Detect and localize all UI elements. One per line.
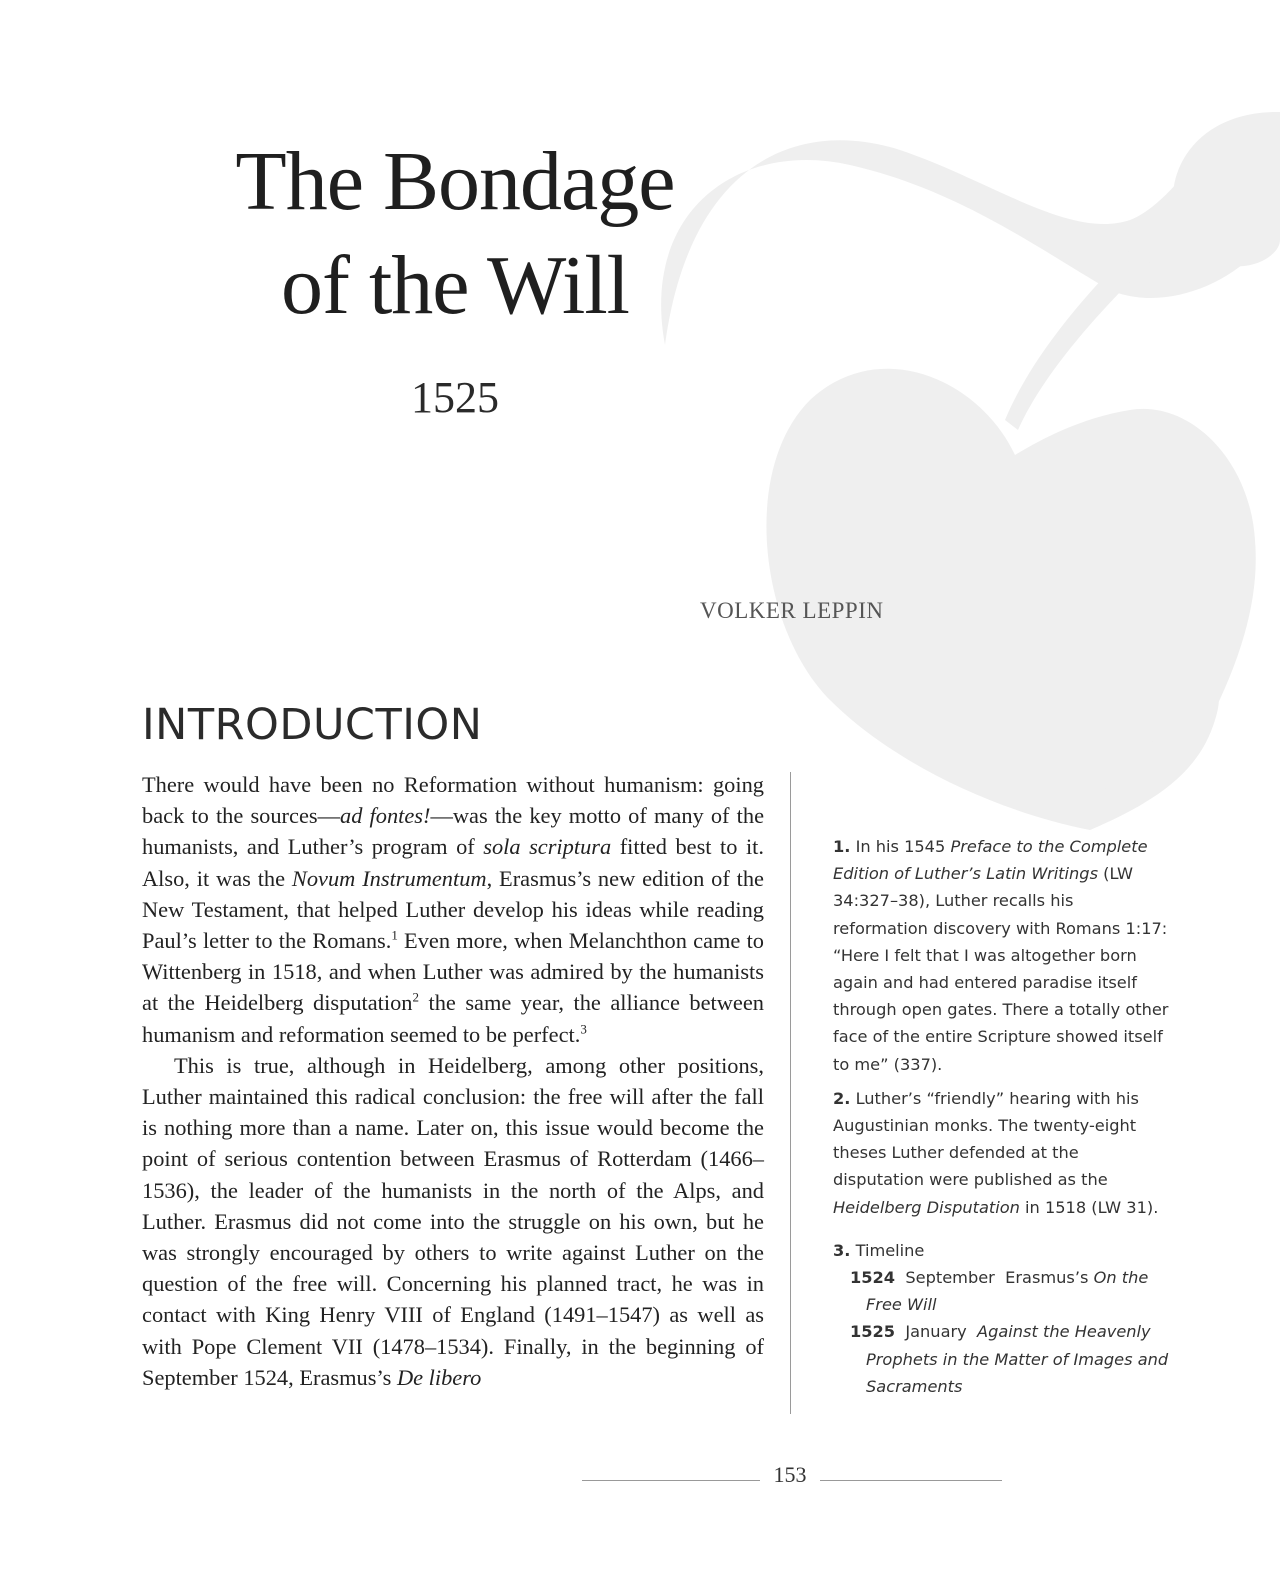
chapter-title — [200, 130, 710, 338]
body-text-column — [142, 769, 764, 1393]
chapter-title-line-2: of the Will — [280, 239, 629, 332]
section-heading: INTRODUCTION — [142, 700, 483, 750]
footnote-ref-1[interactable]: 1 — [391, 927, 398, 943]
paragraph-1: There would have been no Reformation without humanism: going back to the sources—ad fontes!—was the key motto of many of the humanists, and Luther’s program of sola scriptura fitted best to it. Also, it was the Novum Instrumentum, Erasmus’s new edition of the New Testament, that helped Luther develop his ideas while reading Paul’s letter to the Romans.$^1$ Even more, when Melanchthon came to Wittenberg in 1518, and when Luther was admired by the humanists at the Heidelberg disputation$^2$ the same year, the alliance between humanism and reformation seemed to be perfect.$^3$ — [142, 772, 765, 1047]
footer-rule-right — [820, 1480, 1002, 1481]
footnote-ref-3[interactable]: 3 — [580, 1021, 587, 1037]
margin-notes — [833, 833, 1171, 1407]
footnote-ref-2[interactable]: 2 — [412, 989, 420, 1005]
column-divider — [790, 772, 791, 1414]
margin-note-2: 2. Luther’s “friendly” hearing with his Augustinian monks. The twenty-eight theses Luther defended at the disputation were published as the Heidelberg Disputation in 1518 (LW 31). — [833, 1088, 1159, 1217]
footer-rule-left — [582, 1480, 760, 1481]
margin-note-1: 1. In his 1545 Preface to the Complete Edition of Luther’s Latin Writings (LW 34:327–38), Luther recalls his reformation discovery with Romans 1:17: “Here I felt that I was altogether born again and had entered paradise itself through open gates. There a totally other face of the entire Scripture showed itself to me” (337). — [833, 837, 1169, 1074]
paragraph-2: This is true, although in Heidelberg, among other positions, Luther maintained this radical conclusion: the free will after the fall is nothing more than a name. Later on, this issue would become the point of serious contention between Erasmus of Rotterdam (1466–1536), the leader of the humanists in the north of the Alps, and Luther. Erasmus did not come into the struggle on his own, but he was strongly encouraged by others to write against Luther on the question of the free will. Concerning his planned tract, he was in contact with King Henry VIII of England (1491–1547) as well as with Pope Clement VII (1478–1534). Finally, in the beginning of September 1524, Erasmus’s De libero — [142, 1052, 764, 1390]
chapter-year: 1525 — [411, 373, 499, 422]
timeline-entry: 1525 January Against the Heavenly Prophets in the Matter of Images and Sacraments — [850, 1322, 1169, 1396]
ornament-curl — [1173, 112, 1280, 266]
margin-note-3: 3. Timeline 1524 September Erasmus’s On the Free Will 1525 January Against the Heavenly Prophets in the Matter of Images and Sacraments — [833, 1237, 1171, 1400]
chapter-title-line-1: The Bondage — [235, 135, 675, 228]
page-number: 153 — [773, 1462, 807, 1487]
timeline-entry: 1524 September Erasmus’s On the Free Will — [850, 1268, 1149, 1315]
author-name: VOLKER LEPPIN — [700, 598, 884, 623]
ornament-stem — [1005, 250, 1150, 430]
